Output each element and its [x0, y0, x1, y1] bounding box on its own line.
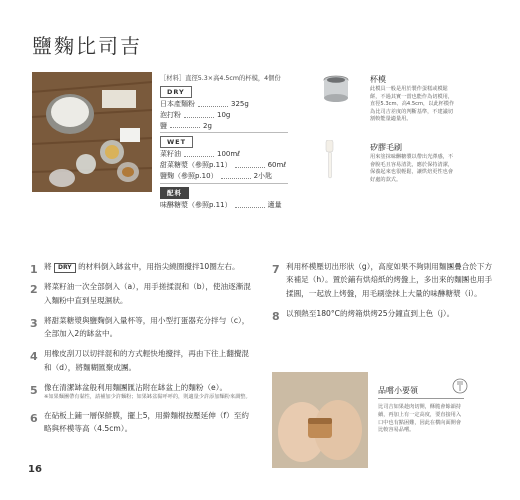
- wet-ingredient-row: [160, 149, 300, 160]
- dry-ingredient-amount: 325g: [231, 99, 249, 108]
- wet-ingredient-name: 鹽麴（參照p.10）: [160, 172, 218, 181]
- tool-desc-brush: 用來塗抹味醂糖漿以帶出光澤感，不會脫毛且容易清洗，應於保持清潔，保養起來也很輕鬆，讓烘焙更性也會好處的款式。: [370, 154, 454, 183]
- tool-name-cup-mold: 杯模: [370, 75, 386, 84]
- dry-ingredient-amount: 10g: [217, 110, 231, 119]
- step-number: 2: [30, 283, 38, 297]
- dry-ingredient-row: [160, 110, 300, 121]
- wet-label: WET: [160, 136, 193, 148]
- step-text-block: [44, 409, 252, 436]
- step-text: 以預熱至180°C的烤箱烘烤25分鐘直到上色（j）。: [286, 308, 455, 318]
- dry-ingredient-amount: 2g: [203, 121, 212, 130]
- leader-dots: [235, 203, 265, 208]
- steps-left: [30, 260, 252, 443]
- step-number: 5: [30, 383, 38, 397]
- step-prefix: 將: [44, 262, 52, 271]
- dry-ingredient-name: 日本產麵粉: [160, 99, 195, 108]
- wet-ingredient-row: [160, 160, 300, 171]
- tips-body: 比司吉如果趁肉切開，酥脆會餘韻持續，再加上有一定高度，要直接用入口中也有點困難，因此在横向面開會比較容易品嚐。: [378, 404, 462, 434]
- step-text: 將甜菜糖漿與鹽麴倒入量杯等，用小型打蛋器充分拌勻（c），全部加入2的缽盆中。: [44, 315, 250, 339]
- leader-dots: [221, 174, 251, 179]
- wet-ingredient-name: 菜籽油: [160, 150, 181, 159]
- topping-ingredients: [160, 200, 300, 211]
- dry-label: DRY: [160, 86, 192, 98]
- step-text-block: [44, 260, 252, 273]
- ingredients-photo: [32, 72, 152, 192]
- step-item: [272, 260, 498, 300]
- step-text-block: [44, 381, 252, 394]
- leader-dots: [170, 123, 200, 128]
- silicone-brush-image: [320, 140, 344, 180]
- step-item: [30, 280, 252, 307]
- leader-dots: [235, 163, 265, 168]
- step-text: 利用杯模壓切出形狀（g），高度如果不夠則用麵團疊合於下方來補足（h）。置於鋪有烘焙紙的烤盤上，多出來的麵團也用手揉圓，一起放上烤盤，用毛刷塗抹上大量的味醂糖漿（i）。: [286, 262, 493, 298]
- step-note: ※如果麵團帶有黏性，請補加少許麵粉；如果缽盆黏呼呼的，則適量少許添加麵粉來調整。: [44, 394, 251, 401]
- step-item: [30, 347, 252, 374]
- cup-mold-image: [318, 74, 354, 104]
- wet-ingredient-amount: 2小匙: [253, 172, 273, 181]
- step-item: [272, 307, 498, 323]
- step-item: [30, 381, 252, 402]
- topping-ingredient-amount: 適量: [267, 201, 282, 209]
- step-number: 3: [30, 316, 38, 330]
- page-title: 鹽麴比司吉: [32, 34, 142, 58]
- inline-dry-tag: DRY: [54, 263, 76, 273]
- step-text: 在砧板上鋪一層保鮮膜，擺上5，用擀麵棍按壓延伸（f）至約略與杯模等高（4.5cm）。: [44, 411, 249, 434]
- step-text: 的材料倒入缽盆中，用指尖繞圈攪拌10圈左右。: [78, 262, 240, 271]
- leader-dots: [184, 113, 214, 118]
- step-text-block: [44, 314, 252, 341]
- dry-ingredient-name: 泡打粉: [160, 110, 181, 119]
- leader-dots: [198, 102, 228, 107]
- dry-ingredient-name: 鹽: [160, 121, 167, 130]
- tips-photo: [272, 372, 368, 468]
- topping-ingredient-row: [160, 200, 300, 211]
- tool-name-brush: 矽膠毛刷: [370, 143, 402, 152]
- topping-ingredient-name: 味醂糖漿（參照p.11）: [160, 201, 232, 209]
- step-text: 像在清潔缽盆般利用麵團匯沾附在缽盆上的麵粉（e）。: [44, 382, 228, 392]
- ingredient-list: [160, 74, 300, 211]
- page-number: 16: [28, 464, 42, 475]
- step-text: 將菜籽油一次全部倒入（a），用手搓揉混和（b），使油逐漸混入麵粉中直到呈現濕狀。: [44, 282, 251, 305]
- dry-ingredients: [160, 99, 300, 132]
- step-item: [30, 260, 252, 276]
- ingredient-header: ［材料］直徑5.3×高4.5cm的杯模，4個份: [160, 75, 281, 82]
- tips-divider: [378, 398, 464, 399]
- wet-ingredient-name: 甜菜糖漿（參照p.11）: [160, 161, 232, 170]
- step-item: [30, 314, 252, 341]
- step-number: 4: [30, 350, 38, 364]
- steps-right: [272, 260, 498, 327]
- step-number: 7: [272, 263, 280, 276]
- wet-ingredient-amount: 60mℓ: [267, 161, 287, 170]
- wet-ingredient-row: [160, 171, 300, 182]
- step-number: 6: [30, 412, 38, 426]
- step-text-block: [286, 260, 498, 300]
- dry-ingredient-row: [160, 99, 300, 110]
- step-number: 8: [272, 309, 280, 323]
- step-text-block: [44, 280, 252, 307]
- step-text: 用橡皮刮刀以切拌混和的方式輕快地攪拌，再由下往上翻攪混和（d），將麵糊匯聚成團。: [44, 349, 250, 372]
- fork-icon: [452, 378, 468, 394]
- step-number: 1: [30, 263, 38, 276]
- step-item: [30, 409, 252, 436]
- dry-ingredient-row: [160, 121, 300, 132]
- tool-desc-cup-mold: 此模具一般是用於製作蛋糕或模鬆餅，不過其實一當也能作為切模用，直徑5.3cm、高4.5cm，以此杯模作為比司吉差度的判斷基準，不建議切割較能量適量用。: [370, 86, 455, 123]
- step-text-block: [44, 347, 252, 374]
- topping-label: 配料: [160, 187, 189, 199]
- step-text-block: [286, 307, 498, 320]
- wet-ingredients: [160, 149, 300, 182]
- wet-ingredient-amount: 100mℓ: [217, 150, 241, 159]
- leader-dots: [184, 152, 214, 157]
- tips-title: 品嚐小要領: [378, 386, 418, 395]
